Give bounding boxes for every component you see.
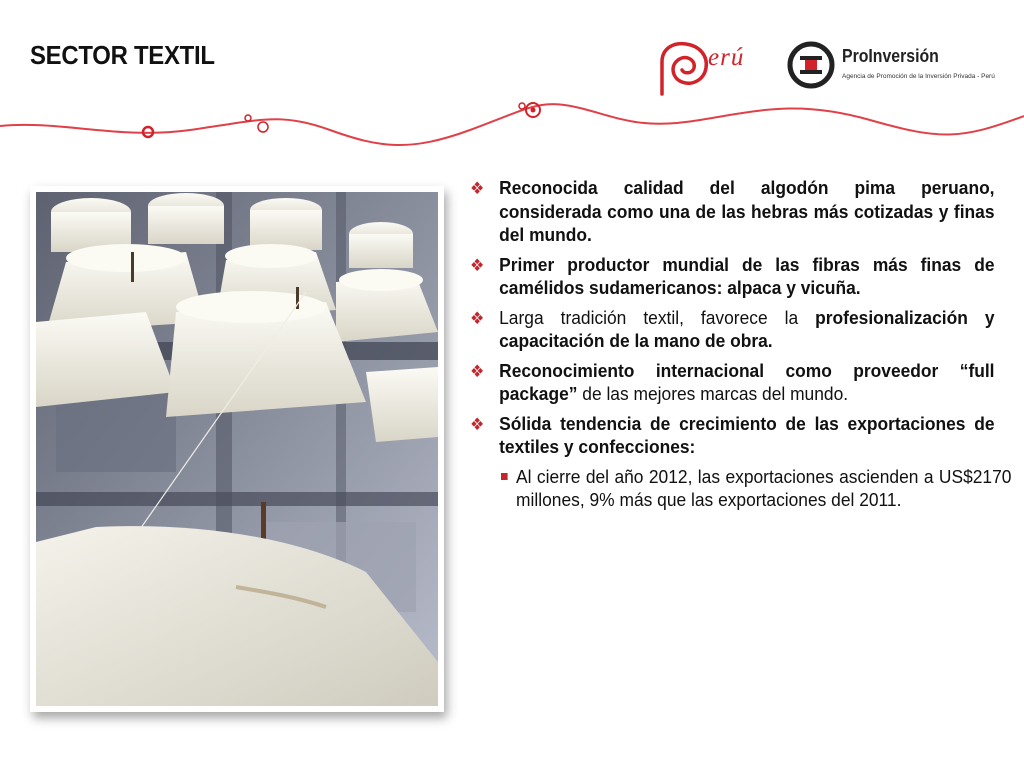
bullet-text-bold: profesionalización y capacitación de la mano de obra. [499, 306, 995, 351]
diamond-bullet-icon: ❖ [470, 308, 485, 328]
peru-logo-text: erú [708, 44, 745, 71]
bullet-item-4 [470, 359, 995, 406]
bullet-item-5 [470, 412, 995, 459]
slide-title: SECTOR TEXTIL [30, 40, 215, 70]
sub-bullet-item-1 [470, 465, 1011, 512]
bullet-list [470, 176, 1012, 512]
square-bullet-icon [501, 473, 508, 480]
proinversion-subtitle: Agencia de Promoción de la Inversión Privada - Perú [842, 73, 995, 80]
bullet-item-1 [470, 176, 995, 247]
yarn-spools-photo [30, 186, 444, 712]
proinversion-name: ProInversión [842, 46, 939, 66]
bullet-item-2 [470, 253, 995, 300]
proinversion-emblem-icon [786, 40, 836, 90]
diamond-bullet-icon: ❖ [470, 179, 485, 198]
diamond-bullet-icon: ❖ [470, 361, 485, 381]
bullet-text: Primer productor mundial de las fibras más finas de camélidos sudamericanos: alpaca y vicuña. [499, 253, 995, 298]
sub-bullet-text: Al cierre del año 2012, las exportaciones ascienden a US$2170 millones, 9% más que las exportaciones del 2011. [516, 465, 1012, 510]
diamond-bullet-icon: ❖ [470, 414, 485, 434]
bullet-text: de las mejores marcas del mundo. [577, 383, 849, 404]
bullet-text-bold: Reconocimiento internacional como proveedor “full package” [499, 359, 995, 404]
bullet-text: Reconocida calidad del algodón pima peruano, considerada como una de las hebras más cotizadas y finas del mundo. [499, 177, 995, 245]
bullet-item-3 [470, 306, 995, 353]
bullet-text: Sólida tendencia de crecimiento de las exportaciones de textiles y confecciones: [499, 412, 995, 457]
bullet-text: Larga tradición textil, favorece la [499, 306, 816, 328]
diamond-bullet-icon: ❖ [470, 255, 485, 275]
